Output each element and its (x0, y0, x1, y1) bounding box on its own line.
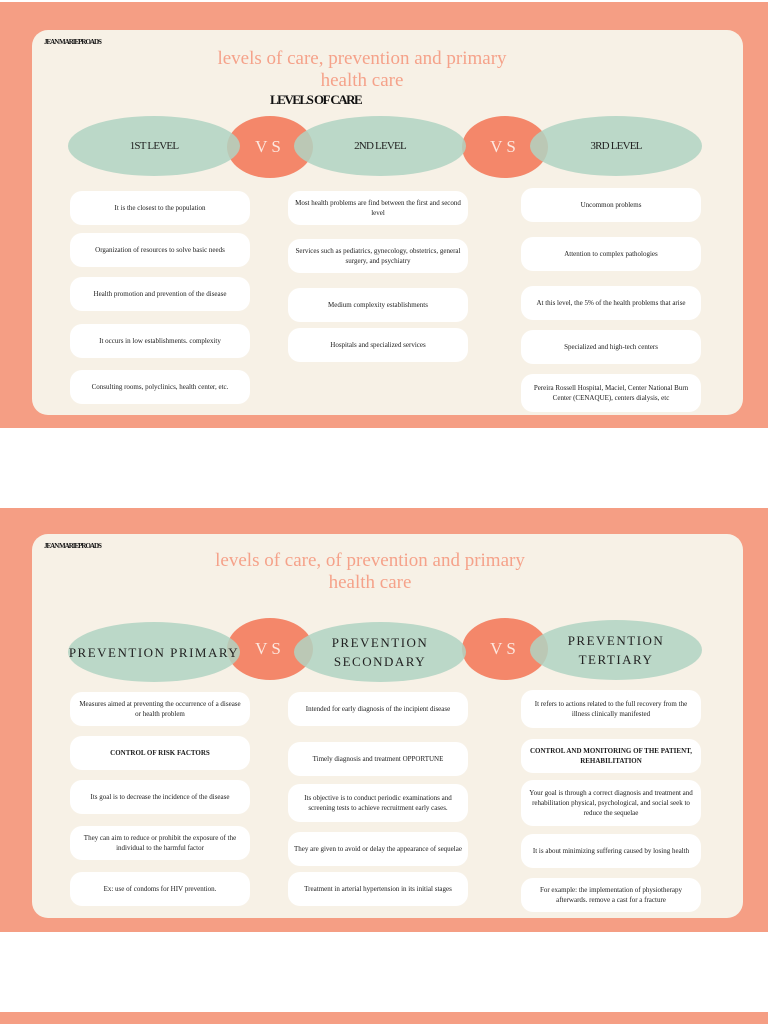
slide-panel (32, 534, 743, 918)
level-2-ellipse: 2ND LEVEL (294, 116, 466, 176)
vs-circle: VS (227, 618, 313, 680)
primary-card: Its goal is to decrease the incidence of the disease (70, 780, 250, 814)
level-3-card: Pereira Rossell Hospital, Maciel, Center National Burn Center (CENAQUE), centers dialysis, etc (521, 374, 701, 412)
author-label: JEAN MARIEPROADS (44, 38, 101, 46)
prevention-primary-ellipse: PREVENTION PRIMARY (68, 622, 240, 682)
primary-card: CONTROL OF RISK FACTORS (70, 736, 250, 770)
level-1-card: Health promotion and prevention of the disease (70, 277, 250, 311)
vs-circle: VS (462, 618, 548, 680)
levels-of-care-heading: LEVELS OF CARE (270, 92, 362, 107)
level-3-card: Specialized and high-tech centers (521, 330, 701, 364)
secondary-card: Treatment in arterial hypertension in its initial stages (288, 872, 468, 906)
vs-circle: VS (227, 116, 313, 178)
slide-title: levels of care, prevention and primary health care (217, 48, 507, 91)
slide-levels-of-care (0, 2, 768, 428)
primary-card: Measures aimed at preventing the occurrence of a disease or health problem (70, 692, 250, 726)
prevention-tertiary-ellipse: PREVENTION TERTIARY (530, 620, 702, 680)
prevention-secondary-ellipse: PREVENTION SECONDARY (294, 622, 466, 682)
level-2-card: Hospitals and specialized services (288, 328, 468, 362)
secondary-card: Timely diagnosis and treatment OPPORTUNE (288, 742, 468, 776)
tertiary-card: CONTROL AND MONITORING OF THE PATIENT, REHABILITATION (521, 739, 701, 773)
level-3-card: At this level, the 5% of the health problems that arise (521, 286, 701, 320)
secondary-card: Its objective is to conduct periodic examinations and screening tests to achieve recruitment early cases. (288, 784, 468, 822)
slide-levels-of-prevention (0, 508, 768, 932)
level-2-card: Services such as pediatrics, gynecology, obstetrics, general surgery, and psychiatry (288, 239, 468, 273)
level-3-card: Attention to complex pathologies (521, 237, 701, 271)
level-1-card: Consulting rooms, polyclinics, health center, etc. (70, 370, 250, 404)
level-2-card: Most health problems are find between the first and second level (288, 191, 468, 225)
author-label: JEAN MARIEPROADS (44, 542, 101, 550)
slide-title: levels of care, of prevention and primary health care (215, 550, 525, 593)
tertiary-card: For example: the implementation of physiotherapy afterwards. remove a cast for a fracture (521, 878, 701, 912)
level-3-ellipse: 3RD LEVEL (530, 116, 702, 176)
slide-panel (32, 30, 743, 415)
secondary-card: They are given to avoid or delay the appearance of sequelae (288, 832, 468, 866)
tertiary-card: Your goal is through a correct diagnosis and treatment and rehabilitation physical, psychological, and social seek to reduce the sequelae (521, 780, 701, 826)
primary-card: They can aim to reduce or prohibit the exposure of the individual to the harmful factor (70, 826, 250, 860)
level-1-card: It occurs in low establishments. complexity (70, 324, 250, 358)
level-3-card: Uncommon problems (521, 188, 701, 222)
tertiary-card: It refers to actions related to the full recovery from the illness clinically manifested (521, 690, 701, 728)
secondary-card: Intended for early diagnosis of the incipient disease (288, 692, 468, 726)
level-1-card: Organization of resources to solve basic needs (70, 233, 250, 267)
vs-circle: VS (462, 116, 548, 178)
primary-card: Ex: use of condoms for HIV prevention. (70, 872, 250, 906)
level-2-card: Medium complexity establishments (288, 288, 468, 322)
level-1-ellipse: 1ST LEVEL (68, 116, 240, 176)
next-slide-edge (0, 1012, 768, 1024)
level-1-card: It is the closest to the population (70, 191, 250, 225)
tertiary-card: It is about minimizing suffering caused by losing health (521, 834, 701, 868)
